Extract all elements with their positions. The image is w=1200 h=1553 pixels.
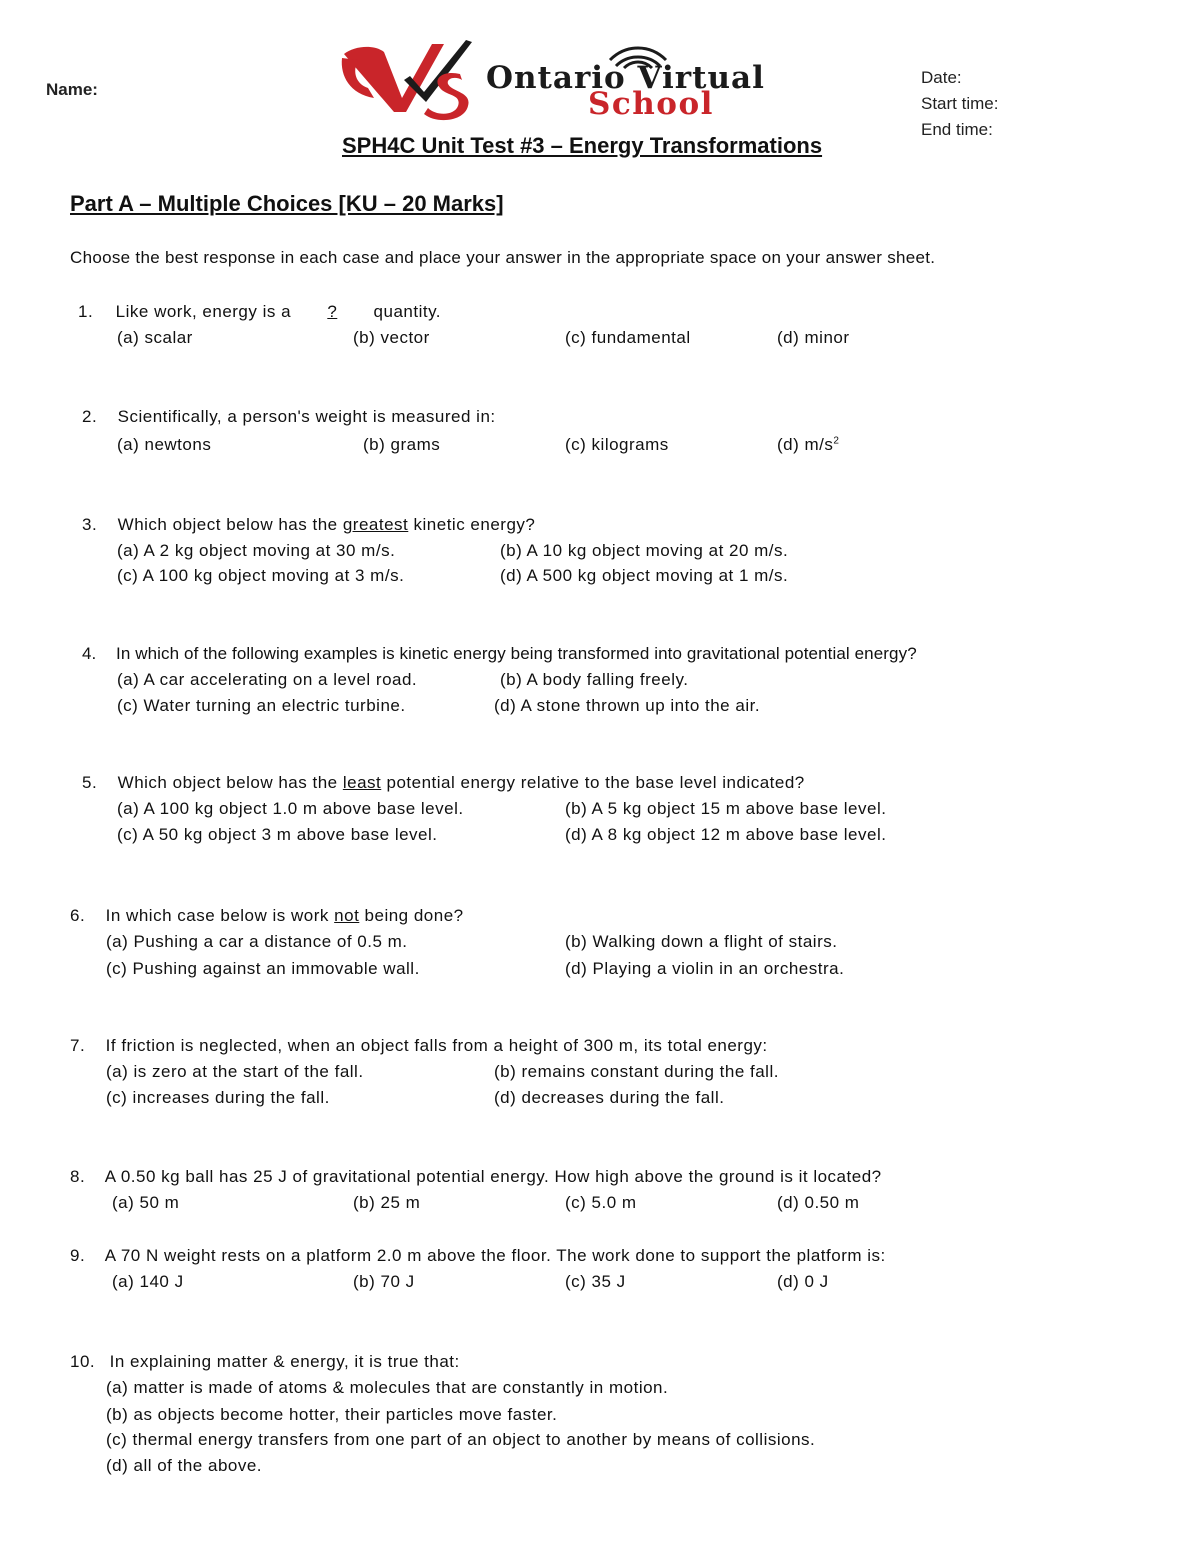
q5-option-d: (d) A 8 kg object 12 m above base level. [565,825,887,844]
question-7 [70,1036,768,1056]
question-number: 6. [70,906,86,925]
question-text: In explaining matter & energy, it is true that: [109,1352,460,1371]
q2-option-a: (a) newtons [117,435,212,454]
question-number: 10. [70,1352,96,1371]
question-text-end: potential energy relative to the base level indicated? [386,773,805,792]
question-number: 4. [82,644,97,663]
question-text: Like work, energy is a [115,302,292,321]
q2-option-c: (c) kilograms [565,435,669,454]
question-2 [82,407,496,427]
question-text-end: being done? [364,906,464,925]
q10-option-a: (a) matter is made of atoms & molecules that are constantly in motion. [106,1378,669,1397]
q9-option-a: (a) 140 J [112,1272,184,1291]
q9-option-c: (c) 35 J [565,1272,626,1291]
q1-option-c: (c) fundamental [565,328,691,347]
emphasis-word: not [334,906,360,925]
q5-option-a: (a) A 100 kg object 1.0 m above base level. [117,799,464,818]
question-5 [82,773,805,793]
q1-option-a: (a) scalar [117,328,193,347]
q2-option-b: (b) grams [363,435,441,454]
question-text: Which object below has the [117,515,338,534]
question-6 [70,906,464,926]
question-text: Scientifically, a person's weight is measured in: [117,407,496,426]
q4-option-c: (c) Water turning an electric turbine. [117,696,406,715]
question-text: Which object below has the [117,773,338,792]
date-label: Date: [921,68,962,87]
emphasis-word: greatest [342,515,409,534]
end-time-label: End time: [921,120,993,139]
q3-option-a: (a) A 2 kg object moving at 30 m/s. [117,541,396,560]
q6-option-a: (a) Pushing a car a distance of 0.5 m. [106,932,408,951]
q6-option-b: (b) Walking down a flight of stairs. [565,932,838,951]
question-text: A 70 N weight rests on a platform 2.0 m above the floor. The work done to support the platform is: [104,1246,886,1265]
vs-monogram-icon [340,36,486,122]
q3-option-d: (d) A 500 kg object moving at 1 m/s. [500,566,789,585]
q2-option-d: (d) $m/s^2$ [777,435,840,454]
part-a-heading: Part A – Multiple Choices [KU – 20 Marks] [70,191,504,216]
logo-line2: School [588,86,714,122]
question-number: 9. [70,1246,86,1265]
question-8 [70,1167,882,1187]
question-number: 2. [82,407,98,426]
q5-option-c: (c) A 50 kg object 3 m above base level. [117,825,438,844]
question-10 [70,1352,460,1372]
q8-option-d: (d) 0.50 m [777,1193,860,1212]
q4-option-a: (a) A car accelerating on a level road. [117,670,418,689]
q9-option-d: (d) 0 J [777,1272,829,1291]
question-9 [70,1246,886,1266]
q1-option-b: (b) vector [353,328,430,347]
question-number: 1. [78,302,94,321]
question-3 [82,515,535,535]
q5-option-b: (b) A 5 kg object 15 m above base level. [565,799,887,818]
page-title: SPH4C Unit Test #3 – Energy Transformations [342,133,823,158]
start-time-label: Start time: [921,94,999,113]
q4-option-b: (b) A body falling freely. [500,670,689,689]
q6-option-d: (d) Playing a violin in an orchestra. [565,959,845,978]
q8-option-a: (a) 50 m [112,1193,180,1212]
question-number: 7. [70,1036,86,1055]
q10-option-b: (b) as objects become hotter, their particles move faster. [106,1405,558,1424]
emphasis-word: least [342,773,382,792]
q8-option-c: (c) 5.0 m [565,1193,637,1212]
part-a-instructions: Choose the best response in each case and place your answer in the appropriate space on your answer sheet. [70,248,936,267]
q7-option-a: (a) is zero at the start of the fall. [106,1062,364,1081]
question-number: 5. [82,773,98,792]
question-1 [78,302,441,322]
name-label: Name: [46,80,98,99]
q3-option-b: (b) A 10 kg object moving at 20 m/s. [500,541,789,560]
question-4 [82,644,917,664]
q7-option-b: (b) remains constant during the fall. [494,1062,779,1081]
q8-option-b: (b) 25 m [353,1193,421,1212]
q6-option-c: (c) Pushing against an immovable wall. [106,959,420,978]
question-text: In which case below is work [105,906,329,925]
q4-option-d: (d) A stone thrown up into the air. [494,696,761,715]
question-text: A 0.50 kg ball has 25 J of gravitational potential energy. How high above the ground is it located? [104,1167,882,1186]
question-number: 8. [70,1167,86,1186]
q10-option-d: (d) all of the above. [106,1456,263,1475]
question-blank: ? [327,302,338,321]
q3-option-c: (c) A 100 kg object moving at 3 m/s. [117,566,405,585]
question-number: 3. [82,515,98,534]
logo-line1: Ontario Virtual [486,60,765,96]
q9-option-b: (b) 70 J [353,1272,415,1291]
question-text-end: quantity. [373,302,442,321]
q10-option-c: (c) thermal energy transfers from one part of an object to another by means of collisions. [106,1430,816,1449]
q1-option-d: (d) minor [777,328,850,347]
question-text: If friction is neglected, when an object falls from a height of 300 m, its total energy: [105,1036,768,1055]
question-text-end: kinetic energy? [413,515,536,534]
question-text: In which of the following examples is kinetic energy being transformed into gravitational potential energy? [116,644,917,663]
school-logo [340,36,870,122]
q7-option-c: (c) increases during the fall. [106,1088,330,1107]
q7-option-d: (d) decreases during the fall. [494,1088,725,1107]
